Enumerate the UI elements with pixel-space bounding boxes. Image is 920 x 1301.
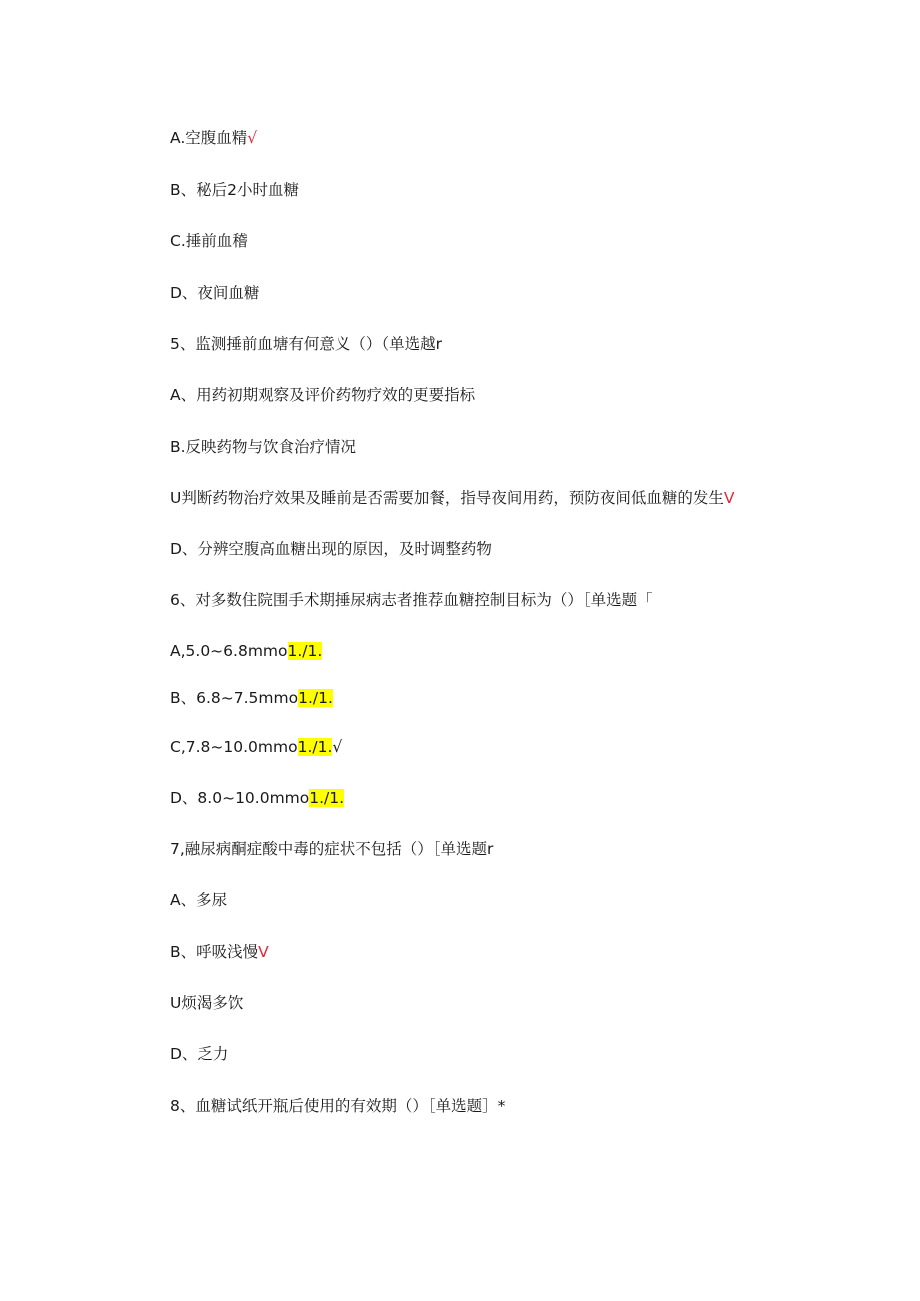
question-5: 5、监测捶前血塘有何意义（）（单选越r [170,335,442,353]
question-5-option-b: B.反映药物与饮食治疗情况 [170,438,357,456]
question-7-option-b: B、呼吸浅慢V [170,943,269,961]
highlighted-unit: 1./1. [297,738,333,756]
option-a-fasting-glucose: A.空腹血精√ [170,129,258,147]
question-6-option-b: B、6.8~7.5mmo1./1. [170,689,333,707]
question-7-option-d: D、乏力 [170,1045,229,1063]
question-7: 7,融尿病酮症酸中毒的症状不包括（）［单选题r [170,840,494,858]
correct-mark: √ [332,738,343,756]
question-5-option-c: U判断药物治疗效果及睡前是否需要加餐，指导夜间用药，预防夜间低血糖的发生V [170,489,735,507]
highlighted-unit: 1./1. [287,642,323,660]
option-d-night-glucose: D、夜间血糖 [170,284,260,302]
question-6-option-d: D、8.0~10.0mmo1./1. [170,789,345,807]
question-6: 6、对多数住院围手术期捶尿病志者推荐血糖控制目标为（）［单选题「 [170,591,653,609]
correct-mark: V [723,489,735,507]
question-6-option-a: A,5.0~6.8mmo1./1. [170,642,323,660]
highlighted-unit: 1./1. [309,789,345,807]
question-7-option-c: U烦渴多饮 [170,994,244,1012]
question-8: 8、血糖试纸开瓶后使用的有效期（）［单选题］* [170,1097,506,1115]
highlighted-unit: 1./1. [298,689,333,707]
question-7-option-a: A、多尿 [170,891,228,909]
correct-mark: V [258,943,269,961]
question-5-option-d: D、分辨空腹高血糖出现的原因，及时调整药物 [170,540,492,558]
question-5-option-a: A、用药初期观察及评价药物疗效的更要指标 [170,386,476,404]
option-b-postmeal-glucose: B、秘后2小时血糖 [170,181,299,199]
option-c-prebed-glucose: C.捶前血稽 [170,232,248,250]
correct-mark: √ [247,129,258,147]
question-6-option-c: C,7.8~10.0mmo1./1.√ [170,738,343,756]
